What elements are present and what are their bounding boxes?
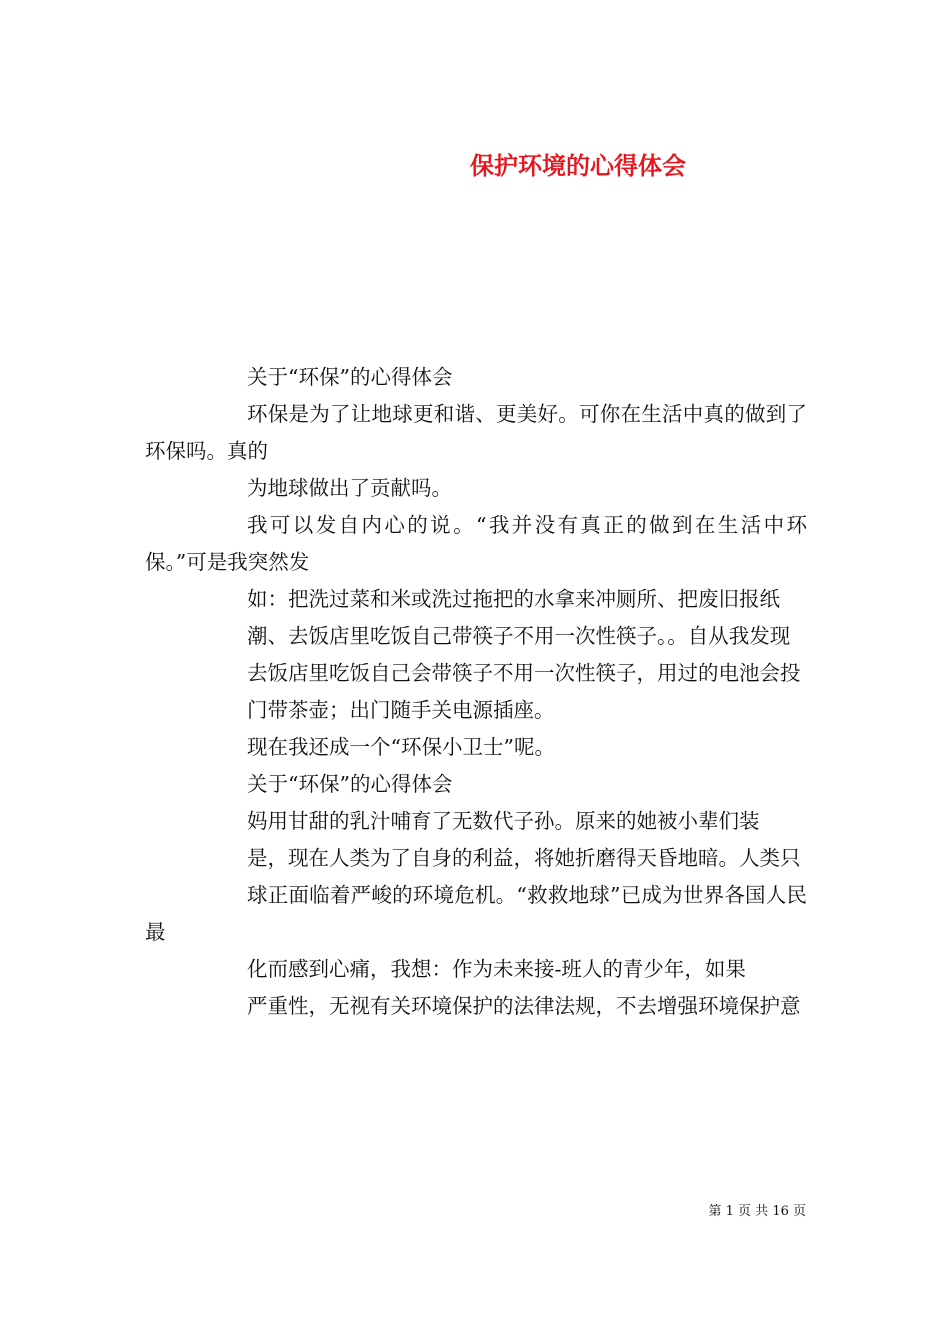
paragraph: 现在我还成一个“环保小卫士”呢。	[247, 735, 555, 759]
paragraph: 我可以发自内心的说。“我并没有真正的做到在生活中环保。”可是我突然发	[145, 513, 807, 574]
document-title: 保护环境的心得体会	[470, 152, 686, 181]
paragraph: 关于“环保”的心得体会	[247, 365, 453, 389]
paragraph: 是，现在人类为了自身的利益，将她折磨得天昏地暗。人类只	[247, 846, 801, 870]
paragraph: 去饭店里吃饭自己会带筷子不用一次性筷子，用过的电池会投	[247, 661, 801, 685]
document-body	[145, 359, 807, 1025]
paragraph: 严重性，无视有关环境保护的法律法规，不去增强环境保护意	[247, 994, 801, 1018]
paragraph: 门带茶壶；出门随手关电源插座。	[247, 698, 555, 722]
paragraph: 潮、去饭店里吃饭自己带筷子不用一次性筷子。。自从我发现	[247, 624, 791, 648]
paragraph: 妈用甘甜的乳汁哺育了无数代子孙。原来的她被小辈们装	[247, 809, 760, 833]
page-number: 第 1 页 共 16 页	[708, 1204, 806, 1219]
paragraph: 如：把洗过菜和米或洗过拖把的水拿来冲厕所、把废旧报纸	[247, 587, 780, 611]
paragraph: 环保是为了让地球更和谐、更美好。可你在生活中真的做到了环保吗。真的	[145, 402, 807, 463]
paragraph: 为地球做出了贡献吗。	[247, 476, 452, 500]
paragraph: 关于“环保”的心得体会	[247, 772, 453, 796]
paragraph: 球正面临着严峻的环境危机。“救救地球”已成为世界各国人民最	[145, 883, 807, 944]
paragraph: 化而感到心痛，我想：作为未来接-班人的青少年，如果	[247, 957, 746, 981]
